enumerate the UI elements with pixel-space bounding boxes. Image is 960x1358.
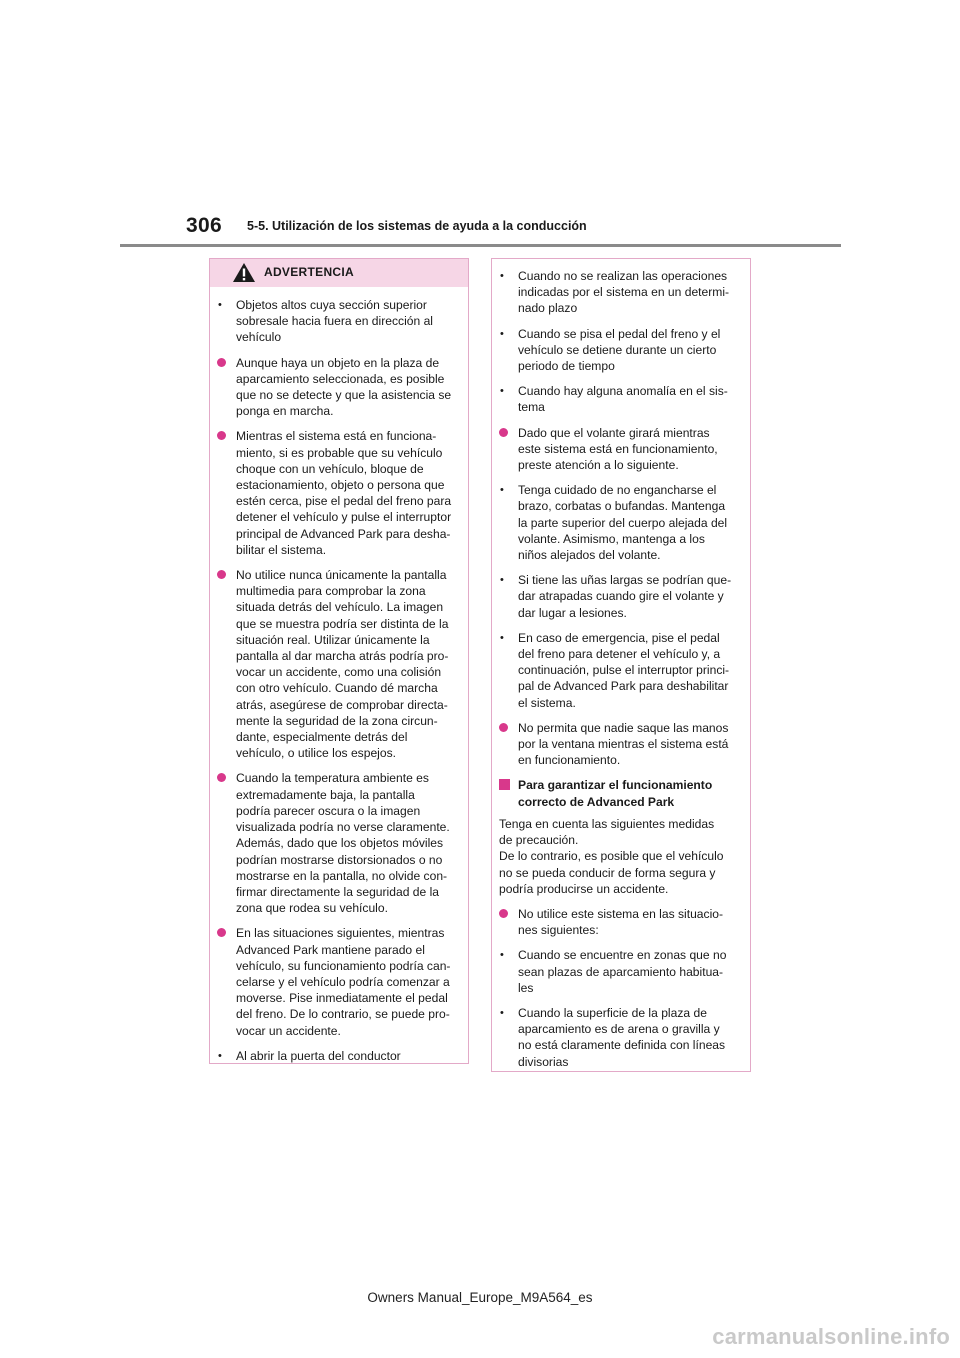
text-line: Mientras el sistema está en funciona- [236, 429, 437, 444]
text-line: dante, especialmente detrás del [236, 730, 408, 745]
subheading-line: correcto de Advanced Park [518, 794, 675, 809]
text-line: atrás, asegúrese de comprobar directa- [236, 697, 448, 712]
text-line: bilitar el sistema. [236, 542, 327, 557]
text-line: miento, si es probable que su vehículo [236, 445, 443, 460]
list-item-text [512, 572, 743, 621]
warning-box-left [209, 258, 469, 1064]
text-line: extremadamente baja, la pantalla [236, 787, 415, 802]
header-rule [120, 244, 841, 247]
bullet-list-item [499, 482, 743, 563]
text-line: podrían mostrarse distorsionados o no [236, 852, 443, 867]
text-line: por la ventana mientras el sistema está [518, 737, 729, 752]
text-line: multimedia para comprobar la zona [236, 584, 426, 599]
text-line: zona que rodea su vehículo. [236, 901, 388, 916]
bullet-list-item [499, 268, 743, 317]
text-line: indicadas por el sistema en un determi- [518, 285, 730, 300]
list-item-text [230, 355, 461, 420]
bullet-list-item [499, 326, 743, 375]
text-line: situación real. Utilizar únicamente la [236, 632, 430, 647]
list-item-text [512, 630, 743, 711]
paragraph-line: De lo contrario, es posible que el vehículo [499, 849, 724, 864]
text-line: vehículo se detiene durante un cierto [518, 342, 717, 357]
text-line: sean plazas de aparcamiento habitua- [518, 964, 724, 979]
text-line: dar lugar a lesiones. [518, 605, 627, 620]
circle-list-item [499, 720, 743, 769]
text-line: la parte superior del cuerpo alejada del [518, 515, 728, 530]
text-line: Dado que el volante girará mientras [518, 425, 710, 440]
text-line: Advanced Park mantiene parado el [236, 942, 425, 957]
list-item-text [512, 720, 743, 769]
text-line: en funcionamiento. [518, 753, 621, 768]
text-line: visualizada podría no verse claramente. [236, 820, 450, 835]
list-item-text [512, 326, 743, 375]
text-line: Cuando la superficie de la plaza de [518, 1005, 707, 1020]
text-line: mostrarse en la pantalla, no olvide con- [236, 868, 448, 883]
paragraph-line: Tenga en cuenta las siguientes medidas [499, 816, 715, 831]
text-line: Al abrir la puerta del conductor [236, 1048, 401, 1063]
text-line: Cuando la temperatura ambiente es [236, 771, 429, 786]
text-line: No utilice nunca únicamente la pantalla [236, 568, 447, 583]
list-item-text [512, 947, 743, 996]
square-marker-icon [499, 779, 510, 790]
text-line: este sistema está en funcionamiento, [518, 441, 718, 456]
text-line: choque con un vehículo, bloque de [236, 461, 424, 476]
paragraph-line: no se pueda conducir de forma segura y [499, 865, 716, 880]
text-line: pal de Advanced Park para deshabilitar [518, 679, 729, 694]
text-line: vocar un accidente, como una colisión [236, 665, 442, 680]
text-line: del freno para detener el vehículo y, a [518, 647, 721, 662]
warning-header [210, 259, 468, 287]
bullet-list-item [499, 1005, 743, 1070]
text-line: Aunque haya un objeto en la plaza de [236, 355, 440, 370]
text-line: mente la seguridad de la zona circun- [236, 713, 438, 728]
text-line: periodo de tiempo [518, 359, 615, 374]
footer-manual-id: Owners Manual_Europe_M9A564_es [367, 1290, 593, 1305]
text-line: Si tiene las uñas largas se podrían que- [518, 573, 732, 588]
text-line: preste atención a lo siguiente. [518, 458, 679, 473]
warning-content-right [492, 259, 750, 1070]
text-line: volante. Asimismo, mantenga a los [518, 531, 705, 546]
circle-list-item [499, 906, 743, 938]
list-item-text [230, 567, 461, 761]
text-line: Además, dado que los objetos móviles [236, 836, 444, 851]
section-title: 5-5. Utilización de los sistemas de ayuda a la conducción [247, 219, 587, 233]
text-line: brazo, corbatas o bufandas. Mantenga [518, 499, 726, 514]
text-line: Cuando hay alguna anomalía en el sis- [518, 384, 728, 399]
circle-list-item [217, 770, 461, 916]
text-line: detener el vehículo y pulse el interruptor [236, 510, 452, 525]
text-line: con otro vehículo. Cuando dé marcha [236, 681, 438, 696]
text-line: moverse. Pise inmediatamente el pedal [236, 991, 448, 1006]
text-line: Tenga cuidado de no engancharse el [518, 483, 717, 498]
text-line: del freno. De lo contrario, se puede pro- [236, 1007, 450, 1022]
list-item-text [512, 1005, 743, 1070]
circle-list-item [217, 567, 461, 761]
bullet-list-item [217, 1048, 461, 1064]
text-line: Cuando no se realizan las operaciones [518, 269, 728, 283]
list-item-text [230, 770, 461, 916]
text-line: celarse y el vehículo podría comenzar a [236, 974, 450, 989]
list-item-text [230, 925, 461, 1038]
circle-list-item [217, 428, 461, 558]
text-line: vehículo, su funcionamiento podría can- [236, 958, 451, 973]
paragraph-line: podría producirse un accidente. [499, 881, 669, 896]
list-item-text [512, 482, 743, 563]
text-line: que no se detecte y que la asistencia se [236, 388, 452, 403]
bullet-list-item [217, 297, 461, 346]
text-line: vocar un accidente. [236, 1023, 341, 1038]
text-line: niños alejados del volante. [518, 548, 661, 563]
list-item-text [512, 906, 743, 938]
text-line: principal de Advanced Park para desha- [236, 526, 451, 541]
text-line: vehículo, o utilice los espejos. [236, 746, 396, 761]
paragraph [499, 816, 743, 897]
bullet-list-item [499, 572, 743, 621]
warning-content-left [210, 287, 468, 1064]
circle-list-item [217, 925, 461, 1038]
text-line: podría parecer oscura o la imagen [236, 803, 421, 818]
text-line: nado plazo [518, 301, 578, 316]
text-line: no está claramente definida con líneas [518, 1038, 726, 1053]
text-line: estacionamiento, objeto o persona que [236, 478, 445, 493]
page-number: 306 [186, 214, 222, 237]
text-line: tema [518, 400, 545, 415]
warning-label: ADVERTENCIA [264, 265, 354, 279]
bullet-list-item [499, 383, 743, 415]
warning-triangle-icon [232, 262, 256, 283]
text-line: sobresale hacia fuera en dirección al [236, 314, 433, 329]
text-line: divisorias [518, 1054, 569, 1069]
text-line: dar atrapadas cuando gire el volante y [518, 589, 724, 604]
text-line: vehículo [236, 330, 282, 345]
watermark: carmanualsonline.info [712, 1324, 950, 1349]
list-item-text [512, 268, 743, 317]
text-line: nes siguientes: [518, 923, 599, 938]
paragraph-line: de precaución. [499, 833, 579, 848]
text-line: aparcamiento es de arena o gravilla y [518, 1022, 720, 1037]
bullet-list-item [499, 630, 743, 711]
subheading-line: Para garantizar el funcionamiento [518, 778, 713, 793]
list-item-text [230, 1048, 461, 1064]
list-item-text [512, 383, 743, 415]
text-line: Cuando se pisa el pedal del freno y el [518, 326, 721, 341]
list-item-text [230, 428, 461, 558]
text-line: situada detrás del vehículo. La imagen [236, 600, 444, 615]
subheading [499, 777, 743, 809]
text-line: Cuando se encuentre en zonas que no [518, 948, 727, 963]
text-line: estén cerca, pise el pedal del freno para [236, 494, 452, 509]
text-line: les [518, 980, 534, 995]
list-item-text [512, 425, 743, 474]
text-line: continuación, pulse el interruptor princi- [518, 663, 730, 678]
text-line: No utilice este sistema en las situacio- [518, 906, 724, 921]
text-line: No permita que nadie saque las manos [518, 720, 729, 735]
circle-list-item [217, 355, 461, 420]
warning-box-right [491, 258, 751, 1072]
text-line: aparcamiento seleccionada, es posible [236, 371, 445, 386]
text-line: Objetos altos cuya sección superior [236, 298, 427, 312]
list-item-text [230, 297, 461, 346]
circle-list-item [499, 425, 743, 474]
bullet-list-item [499, 947, 743, 996]
text-line: firmar directamente la seguridad de la [236, 884, 440, 899]
text-line: En caso de emergencia, pise el pedal [518, 630, 720, 645]
text-line: ponga en marcha. [236, 404, 334, 419]
text-line: pantalla al dar marcha atrás podría pro- [236, 649, 449, 664]
text-line: el sistema. [518, 695, 576, 710]
text-line: que se muestra podría ser distinta de la [236, 616, 449, 631]
text-line: En las situaciones siguientes, mientras [236, 926, 445, 941]
